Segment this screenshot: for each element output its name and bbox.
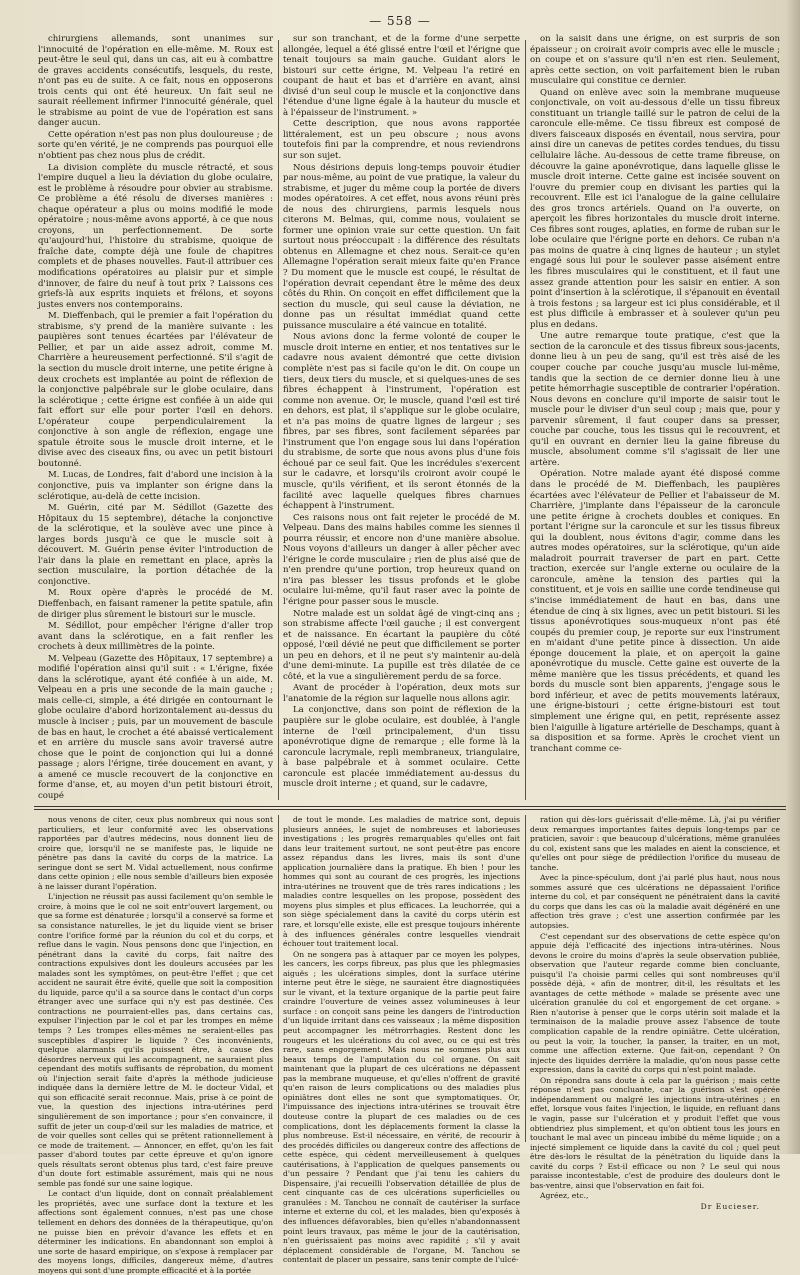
lower-column-3 bbox=[530, 815, 780, 1211]
column-divider bbox=[525, 815, 526, 1142]
upper-column-3 bbox=[530, 34, 780, 800]
paragraph: Opération. Notre malade ayant été disposé comme dans le procédé de M. Dieffenbach, les paupières écartées avec l'élévateur de Pellier et l'abaisseur de M. Charrière, j'implante dans l'épaisseur de la caroncule une petite érigne à crochets doubles et coniques. En portant l'érigne sur la caroncule et sur les tissus fibreux qui la doublent, nous évitons d'agir, comme dans les autres modes opératoires, sur la sclérotique, qu'un aide maladroit pourrait traverser de part en part. Cette traction, exercée sur l'angle externe ou oculaire de la caroncule, amène la tension des parties qui la constituent, et je vois en saillie une corde tendineuse qui s'incise immédiatement de haut en bas, dans une étendue de cinq à six lignes, avec un petit bistouri. Si les tissus aponévrotiques sous-muqueux n'ont pas été coupés du premier coup, je reporte sur eux l'instrument en m'aidant d'une petite pince à dissection. Un aide éponge doucement la plaie, et on aperçoit la gaine aponévrotique du muscle. Cette gaine est ouverte de la même manière que les tissus précédents, et quand les bords du muscle sont bien apparents, j'engage sous le bord inférieur, et avec de petits mouvements latéraux, une érigne-bistouri ; cette érigne-bistouri est tout simplement une érigne qui, en petit, représente assez bien l'aiguille à ligature artérielle de Deschamps, quant à sa disposition et sa forme. Après le crochet vient un tranchant comme ce- bbox=[530, 469, 780, 754]
paragraph: M. Dieffenbach, qui le premier a fait l'opération du strabisme, s'y prend de la manière suivante : les paupières sont tenues écartées par l'élévateur de Pellier, et par un aide assez adroit, comme M. Charrière a heureusement perfectionné. S'il s'agit de la section du muscle droit interne, une petite érigne à deux crochets est implantée au point de réflexion de la conjonctive palpébrale sur le globe oculaire, dans la sclérotique ; cette érigne est confiée à un aide qui fait effort sur elle pour porter l'œil en dehors. L'opérateur coupe perpendiculairement la conjonctive à son angle de réflexion, engage une spatule étroite sous le muscle droit interne, et le divise avec des ciseaux fins, ou avec un petit bistouri boutonné. bbox=[38, 311, 273, 469]
paragraph: de tout le monde. Les maladies de matrice sont, depuis plusieurs années, le sujet de nombreuses et laborieuses investigations ; les progrès remarquables qu'elles ont fait dans leur traitement surtout, ne sont peut-être pas encore assez répandus dans les livres, mais ils sont d'une application journalière dans la pratique. Eh bien ! pour les hommes qui sont au courant de ces progrès, les injections intra-utérines ne trouvent que de très rares indications ; les maladies contre lesquelles on les propose, possèdent des moyens plus simples et plus efficaces. La leuchorrée, qui a son siège spécialement dans la cavité du corps utérin est rare, et lorsqu'elle existe, elle est presque toujours inhérente à des influences générales contre lesquelles viendrait échouer tout traitement local. bbox=[283, 815, 520, 949]
paragraph: nous venons de citer, ceux plus nombreux qui nous sont particuliers, et leur conformité avec les observations rapportées par d'autres médecins, nous donnent lieu de croire que, lorsqu'il ne se manifeste pas, le liquide ne pénètre pas dans la cavité du corps de la matrice. La seringue dont se sert M. Vidal actuellement, nous confirme dans cette opinion ; elle nous semble d'ailleurs bien exposée à ne laisser durant l'opération. bbox=[38, 815, 273, 891]
column-divider bbox=[278, 40, 279, 800]
paragraph: Nous désirions depuis long-temps pouvoir étudier par nous-même, au point de vue pratique, la valeur du strabisme, et juger du même coup la portée de divers modes opératoires. A cet effet, nous avons réuni près de nous des chirurgiens, parmis lesquels nous citerons M. Belmas, qui, comme nous, voulaient se former une opinion vraie sur cette question. Un fait surtout nous préoccupait : la différence des résultats obtenus en Allemagne et chez nous. Serait-ce qu'en Allemagne l'opération serait mieux faite qu'en France ? Du moment que le muscle est coupé, le résultat de l'opération devrait cependant être le même des deux côtés du Rhin. On conçoit en effet difficilement que la section du muscle, qui seul cause la déviation, ne donne pas un résultat immédiat quand cette puissance musculaire a été vaincue en totalité. bbox=[283, 162, 520, 331]
column-divider bbox=[525, 40, 526, 800]
paragraph: Nous avions donc la ferme volonté de couper le muscle droit interne en entier, et nos tentatives sur le cadavre nous avaient démontré que cette division complète n'est pas si facile qu'on le dit. On coupe un tiers, deux tiers du muscle, et si quelques-unes de ses fibres échappent à l'instrument, l'opération est comme non avenue. Or, le muscle, quand l'œil est tiré en dehors, est plat, il s'applique sur le globe oculaire, et n'a pas moins de quatre lignes de largeur ; ses fibres, par ses fibres, sont facilement séparées par l'instrument que l'on engage sous lui dans l'opération du strabisme, de sorte que nous avons plus d'une fois échoué par ce seul fait. Que les incrédules s'exercent sur le cadavre, et lorsqu'ils croiront avoir coupé le muscle, qu'ils vérifient, et ils seront étonnés de la facilité avec laquelle quelques fibres charnues échappent à l'instrument. bbox=[283, 332, 520, 512]
paragraph: chirurgiens allemands, sont unanimes sur l'innocuité de l'opération en elle-même. M. Roux est peut-être le seul qui, dans un cas, ait eu à combattre de graves accidents consécutifs, lesquels, du reste, n'ont pas eu de suite. A ce fait, nous en opposerons trois cents qui ont été heureux. Un fait seul ne saurait réellement infirmer l'innocuité générale, quel le strabisme au point de vue de l'opération est sans danger aucun. bbox=[38, 34, 273, 129]
lower-column-2 bbox=[283, 815, 520, 1265]
paragraph: Cette opération n'est pas non plus douloureuse ; de sorte qu'en vérité, je ne comprends pas pourquoi elle n'obtient pas chez nous plus de crédit. bbox=[38, 129, 273, 162]
paragraph: M. Sédillot, pour empêcher l'érigne d'aller trop avant dans la sclérotique, en a fait renfler les crochets à deux millimètres de la pointe. bbox=[38, 621, 273, 653]
closing-line: Agréez, etc., bbox=[540, 1191, 589, 1201]
page-edge-shadow bbox=[786, 0, 800, 1154]
lower-column-1 bbox=[38, 815, 273, 1275]
author-signature: Dr Eucieser. bbox=[700, 1201, 760, 1211]
paragraph: Avec la pince-spéculum, dont j'ai parlé plus haut, nous nous sommes assuré que ces ulcérations ne dépassaient l'orifice interne du col, et par conséquent ne pénétraient dans la cavité du corps que dans les cas où la maladie avait dégénéré en une affection très grave ; c'est une assertion confirmée par les autopsies. bbox=[530, 873, 780, 931]
paragraph: sur son tranchant, et de la forme d'une serpette allongée, lequel a été glissé entre l'œil et l'érigne que tenait toujours sa main gauche. Guidant alors le bistouri sur cette érigne, M. Velpeau l'a retiré en coupant de haut et bas et d'arrière en avant, ainsi divisé d'un seul coup le muscle et la conjonctive dans l'étendue d'une ligne égale à la hauteur du muscle et à l'épaisseur de l'instrument. » bbox=[283, 34, 520, 118]
paragraph: Cette description, que nous avons rapportée littéralement, est un peu obscure ; nous avons toutefois fini par la comprendre, et nous reviendrons sur son sujet. bbox=[283, 119, 520, 162]
paragraph: on la saisit dans une érigne, on est surpris de son épaisseur ; on croirait avoir compris avec elle le muscle ; on coupe et on s'assure qu'il n'en est rien. Seulement, après cette section, on voit parfaitement bien le ruban musculaire qui constitue ce dernier. bbox=[530, 34, 780, 87]
upper-column-2 bbox=[283, 34, 520, 800]
column-divider bbox=[278, 815, 279, 1142]
paragraph: M. Lucas, de Londres, fait d'abord une incision à la conjonctive, puis va implanter son érigne dans la sclérotique, au-delà de cette incision. bbox=[38, 470, 273, 502]
paragraph: M. Roux opère d'après le procédé de M. Dieffenbach, en faisant ramener la petite spatule, afin de diriger plus sûrement le bistouri sur le muscle. bbox=[38, 588, 273, 620]
paragraph: On ne songera pas à attaquer par ce moyen les polypes, les cancers, les corps fibreux, pas plus que les phlegmasies aiguës ; les ulcérations simples, dont la surface utérine interne peut être le siège, ne sauraient être diagnostiquées sur le vivant, et la texture organique de la partie peut faire craindre l'ouverture de veines assez volumineuses à leur surface : on conçoit sans peine les dangers de l'introduction d'un liquide irritant dans ces vaisseaux ; la même disposition peut accompagner les métrorrhagies. Restent donc les rougeurs et les ulcérations du col avec, ou ce qui est très rare, sans engorgement. Mais nous ne sommes plus aux beaux temps de l'amputation du col organe. On sait maintenant que la plupart de ces ulcérations ne dépassent pas la membrane muqueuse, et qu'elles n'offrent de gravité qu'en raison de leurs complications ou des maladies plus opiniâtres dont elles ne sont que symptomatiques. Or, l'impuissance des injections intra-utérines se trouvait être douteuse contre la plupart de ces maladies ou de ces complications, dont les déplacements forment la classe la plus nombreuse. Est-il nécessaire, en vérité, de recourir à des procédés difficiles ou dangereux contre des affections de cette espèce, qui cèdent merveilleusement à quelques cautérisations, à l'application de quelques pansements ou d'un pessaire ? Pendant que j'ai tenu les cahiers du Dispensaire, j'ai recueilli l'observation détaillée de plus de cent cinquante cas de ces ulcérations superficielles ou granulées : M. Tanchou ne connaît de cautériser la surface interne et externe du col, et les malades, bien qu'exposés à des influences défavorables, bien qu'elles n'abandonnassent point leurs travaux, pas même le jour de la cautérisation, n'en guérissaient pas moins avec rapidité ; s'il y avait déplacement considérable de l'organe, M. Tanchou se contentait de placer un pessaire, sans tenir compte de l'ulcé- bbox=[283, 949, 520, 1265]
paragraph: Quand on enlève avec soin la membrane muqueuse conjonctivale, on voit au-dessous d'elle un tissu fibreux constituant un triangle taillé sur le patron de celui de la caroncule elle-même. Ce tissu fibreux est composé de divers faisceaux disposés en éventail, nous servira, pour ainsi dire un canevas de petites cordes tendues, du tissu cellulaire lâche. Au-dessous de cette trame fibreuse, on découvre la gaine aponévrotique, dans laquelle glisse le muscle droit interne. Cette gaine est incisée souvent on l'ouvre du premier coup en divisant les parties qui la recouvrent. Elle est ici l'analogue de la gaine cellulaire des gros troncs artériels. Quand on l'a ouverte, on aperçoit les fibres horizontales du muscle droit interne. Ces fibres sont rouges, aplaties, en forme de ruban sur le lobe oculaire que l'érigne porte en dehors. Ce ruban n'a pas moins de quatre à cinq lignes de hauteur ; un stylet engagé sous lui pour le soulever passe aisément entre les fibres musculaires qui le constituent, et il faut une assez grande attention pour les saisir en entier. A son point d'insertion à la sclérotique, il s'épanouit en éventail à trois festons ; sa largeur est ici plus considérable, et il est plus difficile à embrasser et à soulever qu'un peu plus en dedans. bbox=[530, 87, 780, 330]
paragraph: Ces raisons nous ont fait rejeter le procédé de M. Velpeau. Dans des mains habiles comme les siennes il pourra réussir, et encore non d'une manière absolue. Nous voyons d'ailleurs un danger à aller pêcher avec l'érigne le corde musculaire ; rien de plus aisé que de n'en prendre qu'une portion, trop heureux quand on n'ira pas blesser les tissus profonds et le globe oculaire lui-même, qu'il faut raser avec la pointe de l'érigne pour passer sous le muscle. bbox=[283, 512, 520, 607]
paragraph: On répondra sans doute à cela par la guérison ; mais cette réponse n'est pas concluante, car la guérison s'est opérée indépendamment ou malgré les injections intra-utérines ; en effet, lorsque vous faites l'injection, le liquide, en refluant dans le vagin, passe sur l'ulcération et y produit l'effet que vous obtiendriez plus simplement, et qu'on obtient tous les jours en touchant le mal avec un pinceau imbibé du même liquide ; on a injecté simplement ce liquide dans la cavité du col ; quel peut être dès-lors le résultat de la pénétration du liquide dans la cavité du corps ? Est-il efficace ou non ? Le seul qui nous paraisse incontestable, c'est de produire des douleurs dont le bas-ventre, ainsi que l'observation en fait foi. bbox=[530, 1075, 780, 1190]
section-separator bbox=[34, 806, 786, 807]
paragraph: M. Guérin, cité par M. Sédillot (Gazette des Hôpitaux du 15 septembre), détache la conjonctive de la sclérotique, et la soulève avec une pince à larges bords jusqu'à ce que le muscle soit à découvert. M. Guérin pense éviter l'introduction de l'air dans la plaie en remettant en place, après la section musculaire, la portion détachée de la conjonctive. bbox=[38, 503, 273, 587]
paragraph: M. Velpeau (Gazette des Hôpitaux, 17 septembre) a modifié l'opération ainsi qu'il suit : « L'érigne, fixée dans la sclérotique, ayant été confiée à un aide, M. Velpeau en a pris une seconde de la main gauche ; mais celle-ci, simple, a été dirigée en contournant le globe oculaire d'abord horizontalement au-dessus du muscle à inciser ; puis, par un mouvement de bascule de bas en haut, le crochet a été abaissé verticalement et en arrière du muscle sans avoir traversé autre chose que le point de conjonction qui lui a donné passage ; alors l'érigne, tirée doucement en avant, y a amené ce muscle recouvert de la conjonctive en forme d'anse, et, au moyen d'un petit bistouri étroit, coupé bbox=[38, 653, 273, 801]
paragraph: La conjonctive, dans son point de réflexion de la paupière sur le globe oculaire, est doublée, à l'angle interne de l'œil principalement, d'un tissu aponévrotique digne de remarque ; elle forme là la caroncule lacrymale, repli membraneux, triangulaire, à base palpébrale et à sommet oculaire. Cette caroncule est placée immédiatement au-dessus du muscle droit interne ; et quand, sur le cadavre, bbox=[283, 705, 520, 790]
upper-column-1 bbox=[38, 34, 273, 800]
paragraph: L'injection ne réussit pas aussi facilement qu'on semble le croire, à moins que le col ne soit entr'ouvert largement, ou que sa forme est dénaturée ; lorsqu'il a conservé sa forme et sa consistance naturelles, le jet du liquide vient se briser contre l'orifice formé par la réunion du col et du corps, et reflue dans le vagin. Nous pensons donc que l'injection, en pénétrant dans la cavité du corps, fait naître des contractions expulsives dont les douleurs accusées par les malades sont les symptômes, on peut-être l'effet ; que cet accident ne saurait être évité, quelle que soit la composition du liquide, parce qu'il a sa source dans le contact d'un corps étranger avec une surface qui n'y est pas destinée. Ces contractions ne pourraient-elles pas, dans certains cas, expulser l'injection par le col et par les trompes en même temps ? Les trompes elles-mêmes ne seraient-elles pas susceptibles d'aspirer le liquide ? Ces inconvénients, quelque alarmants qu'ils puissent être, à cause des désordres nerveux qui les accompagnent, ne sauraient plus cependant des motifs suffisants de réprobation, du moment où l'injection serait faite d'après la méthode judicieuse indiquée dans la dernière lettre de M. le docteur Vidal, et qui son efficacité serait reconnue. Mais, prise à ce point de vue, la question des injections intra-utérines perd singulièrement de son importance ; pour s'en convaincre, il suffit de jeter un coup-d'œil sur les maladies de matrice, et de voir quelles sont celles qui se prêtent rationnellement à ce mode de traitement. — Annoncer, en effet, qu'on les fait passer d'abord toutes par cette épreuve et qu'on ignore quels résultats seront obtenus plus tard, c'est faire preuve d'un doute fort estimable assurément, mais qui ne nous semble pas fondé sur une saine logique. bbox=[38, 892, 273, 1188]
paragraph: C'est cependant sur des observations de cette espèce qu'on appuie déjà l'efficacité des injections intra-utérines. Nous devons le croire du moins d'après la seule observation publiée, observation que l'auteur regarde comme bien concluante, puisqu'il l'a choisie parmi celles qui sont nombreuses qu'il possède déjà, « afin de montrer, dit-il, les résultats et les avantages de cette méthode » malade se présente avec une ulcération granulée du col et engorgement de cet organe. » Rien n'autorise à penser que le corps utérin soit malade et la terminaison de la maladie prouve assez l'absence de toute complication capable de la rendre opiniâtre. Cette ulcération, ou peut la voir, la toucher, la panser, la traiter, en un mot, comme une affection externe. Que fait-on, cependant ? On injecte des liquides derrière la maladie, qu'on nous passe cette expression, dans la cavité du corps qui n'est point malade. bbox=[530, 931, 780, 1075]
page-number: — 558 — bbox=[369, 14, 431, 28]
paragraph: La division complète du muscle rétracté, et sous l'empire duquel a lieu la déviation du globe oculaire, est le problème à résoudre pour obvier au strabisme. Ce problème a été résolu de diverses manières : chaque opérateur a plus ou moins modifié le mode opératoire ; nous-même avons apporté, à ce que nous croyons, un perfectionnement. De sorte qu'aujourd'hui, l'histoire du strabisme, quoique de fraîche date, compte déjà une foule de chapitres complets et de phases nouvelles. Faut-il attribuer ces modifications opératoires au plaisir pur et simple d'innover, de faire du neuf à tout prix ? Laissons ces griefs-là aux esprits inquiets et frélons, et soyons justes envers nos contemporains. bbox=[38, 162, 273, 310]
paragraph: Le contact d'un liquide, dont on connaît préalablement les propriétés, avec une surface dont la texture et les affections sont également connues, n'est pas une chose tellement en dehors des données de la thérapeutique, qu'on ne puisse bien en prévoir d'avance les effets et en déterminer les indications. En abandonnant son emploi à une sorte de hasard empirique, on s'expose à remplacer par des moyens longs, difficiles, dangereux même, d'autres moyens qui sont d'une prompte efficacité et à la portée bbox=[38, 1189, 273, 1275]
paragraph: ration qui dès-lors guérissait d'elle-même. Là, j'ai pu vérifier deux remarques importantes faites depuis long-temps par ce praticien, savoir : que beaucoup d'ulcérations, même granulées du col, existent sans que les malades en aient la conscience, et qu'elles ont pour siège de prédilection l'orifice du museau de tanche. bbox=[530, 815, 780, 872]
paragraph: Avant de procéder à l'opération, deux mots sur l'anatomie de la région sur laquelle nous allons agir. bbox=[283, 683, 520, 704]
paragraph: Une autre remarque toute pratique, c'est que la section de la caroncule et des tissus fibreux sous-jacents, donne lieu à un peu de sang, qu'il est très aisé de les couper couche par couche jusqu'au muscle lui-même, tandis que la section de ce dernier donne lieu à une petite hémorrhagie susceptible de contrarier l'opération. Nous devons en conclure qu'il importe de saisir tout le muscle pour le diviser d'un seul coup ; mais que, pour y parvenir sûrement, il faut couper dans sa presser, couche par couche, tous les tissus qui le recouvrent, et qu'il en ouvrant en dernier lieu la gaine fibreuse du muscle, absolument comme s'il s'agissait de lier une artère. bbox=[530, 331, 780, 468]
paragraph: Notre malade est un soldat âgé de vingt-cinq ans ; son strabisme affecte l'œil gauche ; il est convergent et de naissance. En écartant la paupière du côté opposé, l'œil dévié ne peut que difficilement se porter un peu en dehors, et il ne peut s'y maintenir au-delà d'une demi-minute. La pupille est très dilatée de ce côté, et la vue a singulièrement perdu de sa force. bbox=[283, 608, 520, 682]
section-separator bbox=[34, 809, 786, 810]
